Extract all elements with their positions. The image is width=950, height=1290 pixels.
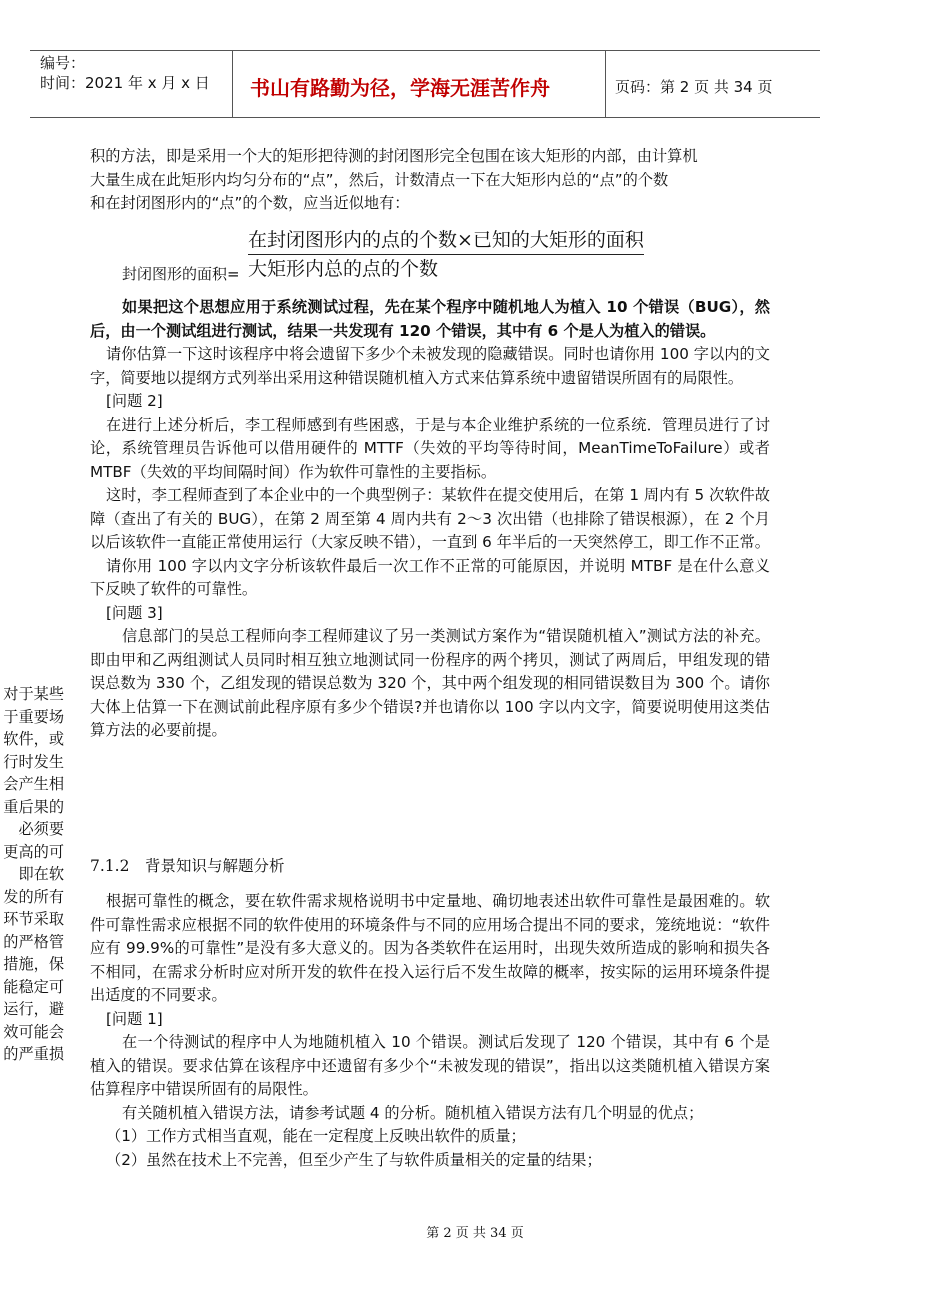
paragraph: 根据可靠性的概念，要在软件需求规格说明书中定量地、确切地表述出软件可靠性是最困难的。软件可靠性需求应根据不同的软件使用的环境条件与不同的应用场合提出不同的要求，笼统地说：“软件应有 99.9%的可靠性”是没有多大意义的。因为各类软件在运用时，出现失效所造成的影响和损失各不相同，在需求分析时应对所开发的软件在投入运行后不发生故障的概率，按实际的运用环境条件提出适度的不同要求。: [90, 892, 770, 1004]
paragraph: 请你估算一下这时该程序中将会遗留下多少个未被发现的隐藏错误。同时也请你用 100 字以内的文字，简要地以提纲方式列举出采用这种错误随机植入方式来估算系统中遗留错误所固有的局限性。: [90, 345, 770, 387]
side-line: 行时发生: [3, 752, 64, 771]
side-line: 于重要场: [3, 707, 64, 726]
list-item: （1）工作方式相当直观，能在一定程度上反映出软件的质量；: [106, 1127, 526, 1145]
intro-line: 和在封闭图形内的“点”的个数，应当近似地有：: [90, 194, 410, 212]
section-block: [90, 855, 770, 879]
header-divider: [232, 50, 233, 117]
list-item: （2）虽然在技术上不完善，但至少产生了与软件质量相关的定量的结果；: [106, 1150, 602, 1169]
paragraph: 这时，李工程师查到了本企业中的一个典型例子：某软件在提交使用后，在第 1 周内有 5 次软件故障（查出了有关的 BUG），在第 2 周至第 4 周内共有 2～3 次出错（也排除了错误根源），在 2 个月以后该软件一直能正常使用运行（大家反映不错），一直到 6 年半后的一天突然停工，即工作不正常。: [90, 486, 770, 551]
header-divider: [605, 50, 606, 117]
paragraph: 在一个待测试的程序中人为地随机植入 10 个错误。测试后发现了 120 个错误，其中有 6 个是植入的错误。要求估算在该程序中还遗留有多少个“未被发现的错误”，指出以这类随机植入错误方案估算程序中错误所固有的局限性。: [90, 1033, 770, 1098]
side-line: 环节采取: [3, 910, 64, 928]
page-footer: 第 2 页 共 34 页: [426, 1226, 524, 1241]
section-title: 7.1.2 背景知识与解题分析: [90, 857, 285, 875]
paragraph: 信息部门的吴总工程师向李工程师建议了另一类测试方案作为“错误随机植入”测试方法的补充。即由甲和乙两组测试人员同时相互独立地测试同一份程序的两个拷贝，测试了两周后，甲组发现的错误总数为 330 个，乙组发现的错误总数为 320 个，其中两个组发现的相同错误数目为 300 个。请你大体上估算一下在测试前此程序原有多少个错误?并也请你以 100 字以内文字，简要说明使用这类估算方法的必要前提。: [90, 627, 770, 739]
header-code-label: 编号：: [40, 54, 86, 72]
paragraph: 请你用 100 字以内文字分析该软件最后一次工作不正常的可能原因，并说明 MTBF 是在什么意义下反映了软件的可靠性。: [90, 556, 770, 598]
header-top-rule: [30, 50, 820, 51]
intro-line: 积的方法，即是采用一个大的矩形把待测的封闭图形完全包围在该大矩形的内部，由计算机: [90, 147, 698, 165]
side-line: 即在软: [18, 865, 64, 883]
side-line: 措施，保: [3, 955, 64, 973]
side-line: 对于某些: [3, 685, 64, 703]
intro-line: 大量生成在此矩形内均匀分布的“点”，然后，计数清点一下在大矩形内总的“点”的个数: [90, 170, 669, 189]
side-line: 的严重损: [3, 1045, 64, 1063]
side-line: 软件，或: [3, 730, 64, 748]
question-label: [问题 2]: [106, 392, 163, 410]
side-line: 效可能会: [3, 1022, 64, 1041]
header-motto: 书山有路勤为径，学海无涯苦作舟: [250, 76, 550, 100]
paragraph: 在进行上述分析后，李工程师感到有些困惑，于是与本企业维护系统的一位系统．管理员进行了讨论，系统管理员告诉他可以借用硬件的 MTTF（失效的平均等待时间，MeanTimeToFailure）或者 MTBF（失效的平均间隔时间）作为软件可靠性的主要指标。: [90, 415, 770, 481]
side-line: 会产生相: [3, 775, 64, 793]
header-time-label: 时间：2021 年 x 月 x 日: [40, 74, 210, 92]
side-column: [0, 683, 64, 1066]
side-line: 必须要: [18, 820, 64, 838]
side-line: 运行，避: [3, 1000, 64, 1018]
side-line: 更高的可: [3, 842, 64, 861]
side-line: 的严格管: [3, 932, 64, 951]
side-line: 重后果的: [3, 797, 64, 816]
paragraph: 有关随机植入错误方法，请参考试题 4 的分析。随机植入错误方法有几个明显的优点；: [122, 1103, 704, 1122]
side-line: 发的所有: [3, 887, 64, 906]
formula-numerator: 在封闭图形内的点的个数×已知的大矩形的面积: [248, 225, 644, 255]
header-page-label: 页码：第 2 页 共 34 页: [615, 78, 773, 96]
formula-label: 封闭图形的面积=: [122, 265, 240, 283]
formula-denominator: 大矩形内总的点的个数: [248, 258, 439, 280]
intro-paragraph: [90, 145, 770, 216]
problem-block: [90, 296, 770, 743]
question-label: [问题 1]: [106, 1009, 163, 1028]
bold-paragraph: 如果把这个思想应用于系统测试过程，先在某个程序中随机地人为植入 10 个错误（BUG），然后，由一个测试组进行测试，结果一共发现有 120 个错误，其中有 6 个是人为植入的错误。: [90, 298, 770, 340]
side-line: 能稳定可: [3, 977, 64, 996]
analysis-block: [90, 890, 770, 1172]
question-label: [问题 3]: [106, 603, 163, 622]
header-bottom-rule: [30, 117, 820, 118]
